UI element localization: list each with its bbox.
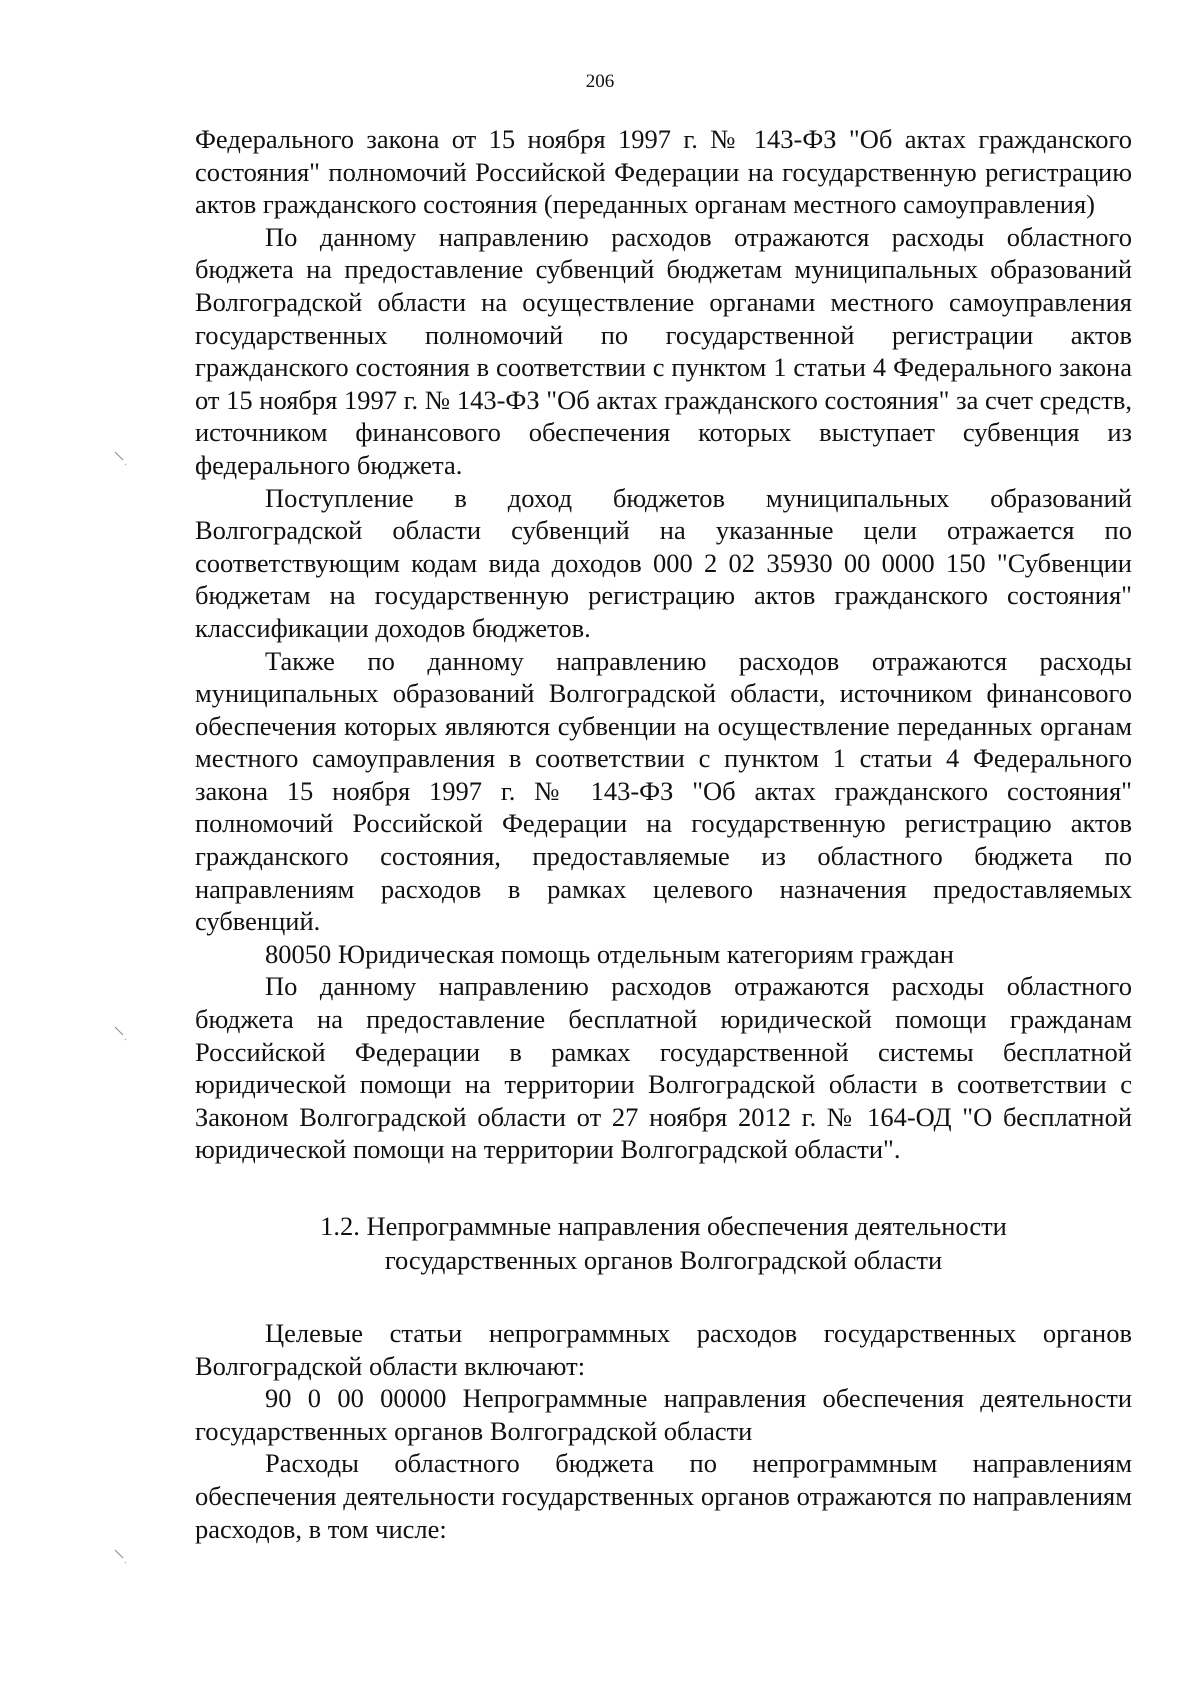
paragraph-continuation: Федерального закона от 15 ноября 1997 г. № 143-ФЗ "Об актах гражданского состояния" полномочий Российской Федерации на государственную регистрацию актов гражданского состояния (переданных органам местного самоуправления) [195, 124, 1132, 220]
scan-artifact-mark [113, 1025, 131, 1043]
section-heading-line-2: государственных органов Волгоградской области [384, 1245, 943, 1275]
paragraph-income-codes: Поступление в доход бюджетов муниципальных образований Волгоградской области субвенций на указанные цели отражается по соответствующим кодам вида доходов 000 2 02 35930 00 0000 150 "Субвенции бюджетам на государственную регистрацию актов гражданского состояния" классификации доходов бюджетов. [195, 482, 1132, 643]
paragraph-subventions-description: По данному направлению расходов отражаются расходы областного бюджета на предоставление субвенций бюджетам муниципальных образований Волгоградской области на осуществление органами местного самоуправления государственных полномочий по государственной регистрации актов гражданского состояния в соответствии с пунктом 1 статьи 4 Федерального закона от 15 ноября 1997 г. № 143-ФЗ "Об актах гражданского состояния" за счет средств, источником финансового обеспечения которых выступает субвенция из федерального бюджета. [195, 221, 1132, 480]
paragraph-target-articles: Целевые статьи непрограммных расходов государственных органов Волгоградской области включают: [195, 1318, 1132, 1381]
page-number: 206 [585, 71, 615, 92]
paragraph-legal-aid: По данному направлению расходов отражаются расходы областного бюджета на предоставление бесплатной юридической помощи гражданам Российской Федерации в рамках государственной системы бесплатной юридической помощи на территории Волгоградской области в соответствии с Законом Волгоградской области от 27 ноября 2012 г. № 164-ОД "О бесплатной юридической помощи на территории Волгоградской области". [195, 971, 1132, 1165]
paragraph-code-80050-title: 80050 Юридическая помощь отдельным категориям граждан [265, 938, 954, 969]
scan-artifact-mark [113, 1548, 131, 1566]
section-heading [195, 1209, 1132, 1277]
paragraph-expense-directions: Расходы областного бюджета по непрограммным направлениям обеспечения деятельности государственных органов отражаются по направлениям расходов, в том числе: [195, 1448, 1132, 1544]
paragraph-code-90-title: 90 0 00 00000 Непрограммные направления обеспечения деятельности государственных органов Волгоградской области [195, 1383, 1132, 1446]
scan-artifact-mark [113, 450, 131, 468]
section-heading-line-1: 1.2. Непрограммные направления обеспечения деятельности [320, 1211, 1007, 1241]
paragraph-municipal-expenses: Также по данному направлению расходов отражаются расходы муниципальных образований Волгоградской области, источником финансового обеспечения которых являются субвенции на осуществление переданных органам местного самоуправления в соответствии с пунктом 1 статьи 4 Федерального закона 15 ноября 1997 г. № 143-ФЗ "Об актах гражданского состояния" полномочий Российской Федерации на государственную регистрацию актов гражданского состояния, предоставляемые из областного бюджета по направлениям расходов в рамках целевого назначения предоставляемых субвенций. [195, 645, 1132, 937]
document-body [195, 123, 1132, 1545]
